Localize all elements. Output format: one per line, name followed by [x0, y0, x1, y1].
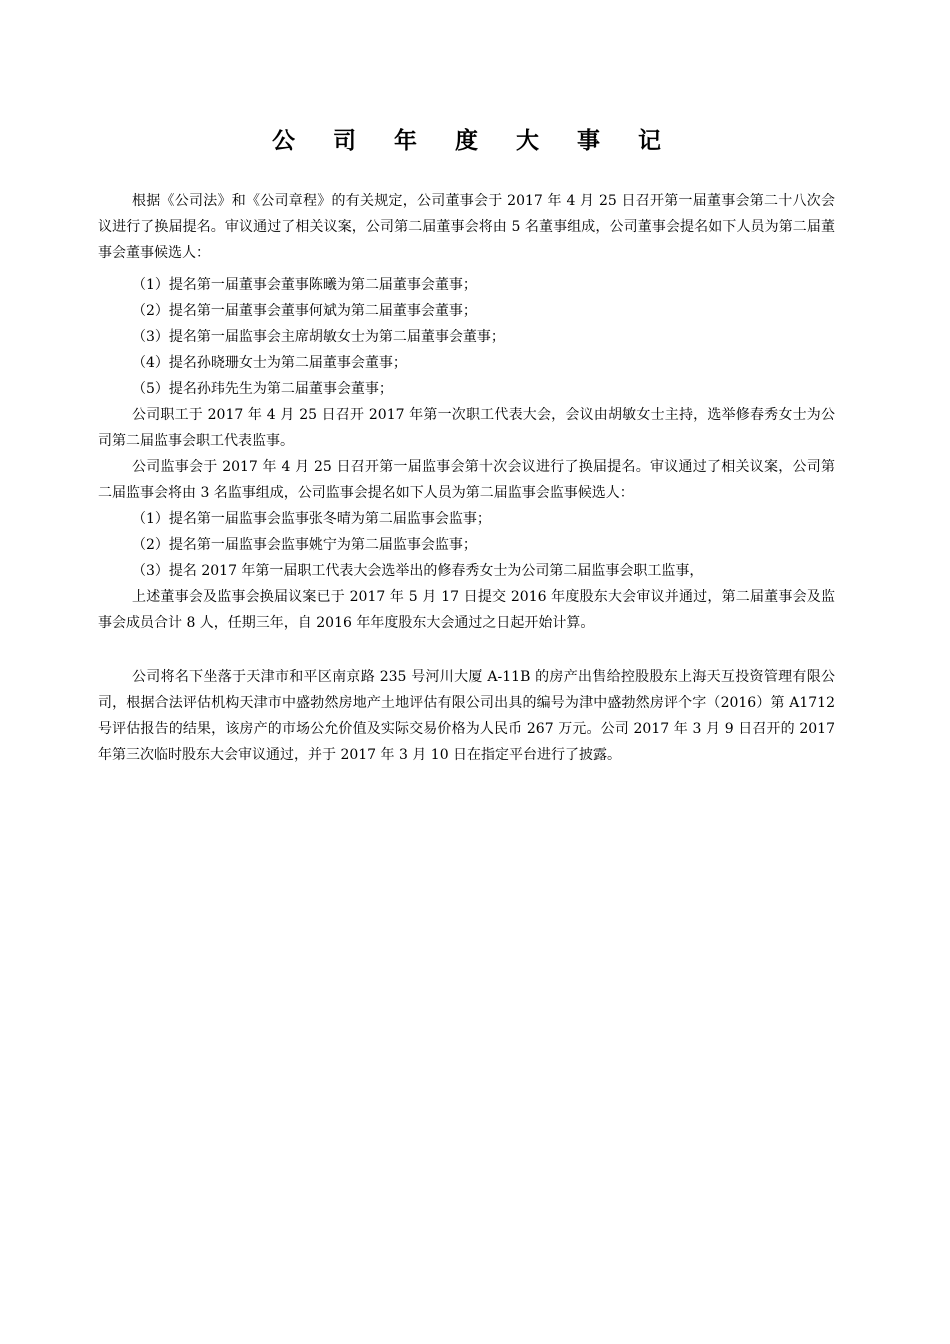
- employee-representative-paragraph: 公司职工于 2017 年 4 月 25 日召开 2017 年第一次职工代表大会，会议由胡敏女士主持，选举修春秀女士为公司第二届监事会职工代表监事。: [98, 407, 835, 449]
- supervisory-intro-paragraph: 公司监事会于 2017 年 4 月 25 日召开第一届监事会第十次会议进行了换届提名。审议通过了相关议案，公司第二届监事会将由 3 名监事组成，公司监事会提名如下人员为第二届监事会监事候选人：: [98, 459, 835, 501]
- supervisor-nominee-item: （3）提名 2017 年第一届职工代表大会选举出的修春秀女士为公司第二届监事会职工监事，: [132, 563, 704, 579]
- director-nominee-item: （4）提名孙晓珊女士为第二届董事会董事；: [132, 355, 407, 371]
- section-spacer: [98, 636, 835, 664]
- conclusion-paragraph: 上述董事会及监事会换届议案已于 2017 年 5 月 17 日提交 2016 年度股东大会审议并通过，第二届董事会及监事会成员合计 8 人，任期三年，自 2016 年年度股东大会通过之日起开始计算。: [98, 589, 835, 631]
- board-intro-paragraph: 根据《公司法》和《公司章程》的有关规定，公司董事会于 2017 年 4 月 25 日召开第一届董事会第二十八次会议进行了换届提名。审议通过了相关议案，公司第二届董事会将由 5 名董事组成，公司董事会提名如下人员为第二届董事会董事候选人：: [98, 193, 835, 261]
- director-nominee-item: （2）提名第一届董事会董事何斌为第二届董事会董事；: [132, 303, 477, 319]
- page-title: 公 司 年 度 大 事 记: [271, 128, 677, 154]
- supervisor-nominee-item: （1）提名第一届监事会监事张冬晴为第二届监事会监事；: [132, 511, 491, 527]
- document-page: [98, 122, 835, 768]
- director-nominee-item: （3）提名第一届监事会主席胡敏女士为第二届董事会董事；: [132, 329, 505, 345]
- property-sale-paragraph: 公司将名下坐落于天津市和平区南京路 235 号河川大厦 A-11B 的房产出售给控股股东上海天互投资管理有限公司，根据合法评估机构天津市中盛勃然房地产土地评估有限公司出具的编号为津中盛勃然房评个字（2016）第 A1712 号评估报告的结果，该房产的市场公允价值及实际交易价格为人民币 267 万元。公司 2017 年 3 月 9 日召开的 2017 年第三次临时股东大会审议通过，并于 2017 年 3 月 10 日在指定平台进行了披露。: [98, 669, 835, 763]
- supervisor-nominee-item: （2）提名第一届监事会监事姚宁为第二届监事会监事；: [132, 537, 477, 553]
- director-nominee-item: （1）提名第一届董事会董事陈曦为第二届董事会董事；: [132, 277, 477, 293]
- director-nominee-item: （5）提名孙玮先生为第二届董事会董事；: [132, 381, 393, 397]
